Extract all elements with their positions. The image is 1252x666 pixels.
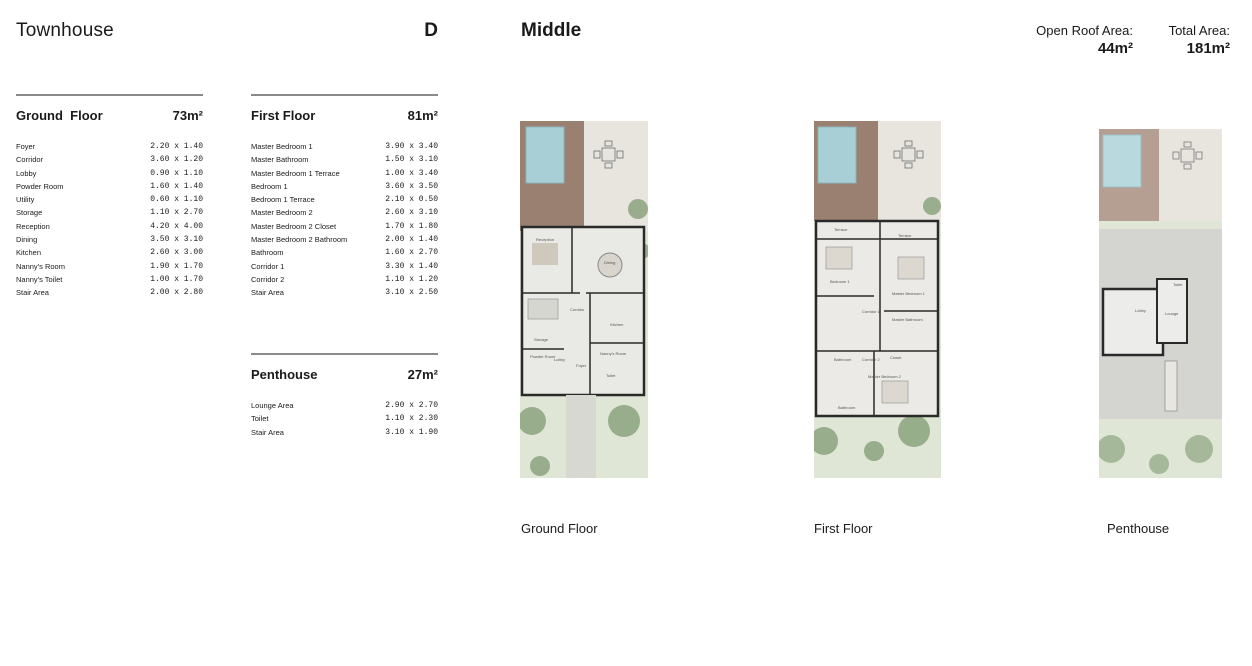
room-row: [251, 412, 438, 425]
room-row: [16, 180, 203, 193]
section-area: 81m²: [407, 108, 438, 123]
pool: [818, 127, 856, 183]
room-name: Stair Area: [251, 427, 284, 437]
room-dimensions: 2.20 x 1.40: [150, 142, 203, 151]
room-dimensions: 4.20 x 4.00: [150, 221, 203, 231]
plan-room-label: Nanny's Room: [600, 351, 627, 356]
room-dimensions: 2.90 x 2.70: [385, 401, 438, 410]
divider: [251, 353, 438, 355]
room-dimensions: 1.90 x 1.70: [150, 261, 203, 271]
page-title: Townhouse: [16, 20, 114, 41]
room-name: Utility: [16, 195, 35, 205]
plan-room-label: Bedroom 1: [830, 279, 850, 284]
room-dimensions: 1.00 x 3.40: [385, 168, 438, 178]
plan-room-label: Foyer: [576, 363, 587, 368]
room-dimensions: 1.10 x 2.70: [150, 208, 203, 218]
room-row: [16, 286, 203, 299]
room-dimensions: 1.00 x 1.70: [150, 274, 203, 284]
room-row: [251, 233, 438, 246]
room-row: [251, 167, 438, 180]
room-list: [251, 140, 438, 300]
room-name: Bedroom 1: [251, 181, 288, 191]
room-row: [251, 206, 438, 219]
plan-room-label: Corridor 2: [862, 357, 880, 362]
room-dimensions: 3.10 x 2.50: [385, 288, 438, 298]
room-row: [16, 153, 203, 166]
plan-room-label: Bathroom: [838, 405, 856, 410]
room-name: Stair Area: [251, 288, 284, 298]
plan-room-label: Lobby: [1135, 308, 1146, 313]
room-row: [16, 167, 203, 180]
room-row: [251, 220, 438, 233]
room-row: [16, 260, 203, 273]
section-title: Penthouse: [251, 367, 318, 382]
room-name: Stair Area: [16, 288, 49, 298]
ground-floor-plan: [520, 121, 648, 478]
unit-position: Middle: [521, 20, 582, 41]
room-name: Dining: [16, 235, 38, 245]
plan-room-label: Powder Room: [530, 354, 556, 359]
room-row: [16, 273, 203, 286]
room-dimensions: 3.50 x 3.10: [150, 235, 203, 245]
room-list: [251, 399, 438, 439]
section-title: First Floor: [251, 108, 316, 123]
room-row: [16, 233, 203, 246]
entrance-path: [566, 395, 596, 478]
total-area: [1140, 23, 1230, 57]
penthouse-schedule: [251, 353, 438, 439]
section-area: 27m²: [407, 367, 438, 382]
room-name: Master Bedroom 1: [251, 142, 313, 151]
room-name: Master Bedroom 2: [251, 208, 313, 218]
plan-room-label: Dining: [604, 260, 616, 265]
room-name: Nanny's Toilet: [16, 274, 63, 284]
room-row: [251, 193, 438, 206]
plan-room-label: Master Bedroom 2: [868, 374, 901, 379]
room-dimensions: 2.00 x 1.40: [385, 235, 438, 245]
room-name: Kitchen: [16, 248, 42, 258]
plan-room-label: Bathroom: [834, 357, 852, 362]
plan-room-label: Terrace: [898, 233, 912, 238]
room-dimensions: 2.10 x 0.50: [385, 195, 438, 205]
plan-room-label: Master Bathroom: [892, 317, 923, 322]
divider: [251, 94, 438, 96]
section-title: Ground Floor: [16, 108, 103, 123]
first-floor-plan: [814, 121, 941, 478]
room-dimensions: 2.00 x 2.80: [150, 288, 203, 298]
room-dimensions: 2.60 x 3.00: [150, 248, 203, 258]
room-name: Corridor 2: [251, 274, 285, 284]
plan-room-label: Kitchen: [610, 322, 624, 327]
room-name: Lobby: [16, 168, 37, 178]
room-row: [16, 206, 203, 219]
ground-floor-caption: Ground Floor: [521, 521, 598, 536]
room-row: [16, 246, 203, 259]
room-dimensions: 3.60 x 1.20: [150, 155, 203, 165]
room-row: [251, 286, 438, 299]
open-roof-value: 44m²: [1097, 40, 1133, 57]
room-name: Bathroom: [251, 248, 284, 258]
first-floor-caption: First Floor: [814, 521, 873, 536]
plan-room-label: Master Bedroom 1: [892, 291, 925, 296]
room-row: [251, 426, 438, 439]
divider: [16, 94, 203, 96]
plan-room-label: Lobby: [554, 357, 565, 362]
room-name: Storage: [16, 208, 43, 218]
room-name: Lounge Area: [251, 401, 294, 410]
room-row: [16, 193, 203, 206]
plan-room-label: Terrace: [834, 227, 848, 232]
room-name: Bedroom 1 Terrace: [251, 195, 315, 205]
room-row: [16, 140, 203, 153]
room-dimensions: 0.60 x 1.10: [150, 195, 203, 205]
unit-type: D: [424, 20, 438, 41]
plan-room-label: Lounge: [1165, 311, 1179, 316]
plan-room-label: Storage: [534, 337, 549, 342]
room-row: [251, 260, 438, 273]
room-row: [16, 220, 203, 233]
room-name: Master Bathroom: [251, 155, 309, 165]
plan-room-label: Corridor 1: [862, 309, 880, 314]
room-dimensions: 3.90 x 3.40: [385, 142, 438, 151]
open-roof-label: Open Roof Area:: [1036, 23, 1133, 38]
room-dimensions: 1.10 x 2.30: [385, 414, 438, 424]
room-name: Powder Room: [16, 181, 64, 191]
penthouse-caption: Penthouse: [1107, 521, 1170, 536]
room-row: [251, 180, 438, 193]
room-dimensions: 0.90 x 1.10: [150, 168, 203, 178]
section-area: 73m²: [172, 108, 203, 123]
room-name: Foyer: [16, 142, 36, 151]
plan-room-label: Corridor: [570, 307, 585, 312]
room-dimensions: 1.10 x 1.20: [385, 274, 438, 284]
room-dimensions: 1.60 x 2.70: [385, 248, 438, 258]
plan-room-label: Toilet: [1173, 282, 1183, 287]
room-dimensions: 1.50 x 3.10: [385, 155, 438, 165]
room-row: [251, 153, 438, 166]
room-dimensions: 3.10 x 1.90: [385, 427, 438, 437]
open-roof-area: [1000, 23, 1133, 57]
room-name: Corridor 1: [251, 261, 285, 271]
first-floor-schedule: [251, 94, 438, 300]
room-dimensions: 2.60 x 3.10: [385, 208, 438, 218]
plan-room-label: Toilet: [606, 373, 616, 378]
room-name: Master Bedroom 2 Closet: [251, 221, 337, 231]
room-name: Nanny's Room: [16, 261, 65, 271]
plan-room-label: Reception: [536, 237, 555, 242]
room-name: Toilet: [251, 414, 269, 424]
room-list: [16, 140, 203, 300]
pool: [526, 127, 564, 183]
room-dimensions: 1.70 x 1.80: [385, 221, 438, 231]
pool: [1103, 135, 1141, 187]
room-row: [251, 246, 438, 259]
plan-room-label: Closet: [890, 355, 902, 360]
room-name: Corridor: [16, 155, 44, 165]
ground-floor-schedule: [16, 94, 203, 300]
room-row: [251, 140, 438, 153]
room-row: [251, 273, 438, 286]
stair-enclosure: [1103, 289, 1163, 355]
room-dimensions: 3.30 x 1.40: [385, 261, 438, 271]
penthouse-plan: [1099, 129, 1222, 478]
room-name: Reception: [16, 221, 50, 231]
total-area-value: 181m²: [1186, 40, 1230, 57]
room-name: Master Bedroom 1 Terrace: [251, 168, 340, 178]
room-dimensions: 3.60 x 3.50: [385, 181, 438, 191]
total-area-label: Total Area:: [1168, 23, 1230, 38]
room-name: Master Bedroom 2 Bathroom: [251, 235, 348, 245]
room-dimensions: 1.60 x 1.40: [150, 181, 203, 191]
dining-table: [1165, 361, 1177, 411]
room-row: [251, 399, 438, 412]
